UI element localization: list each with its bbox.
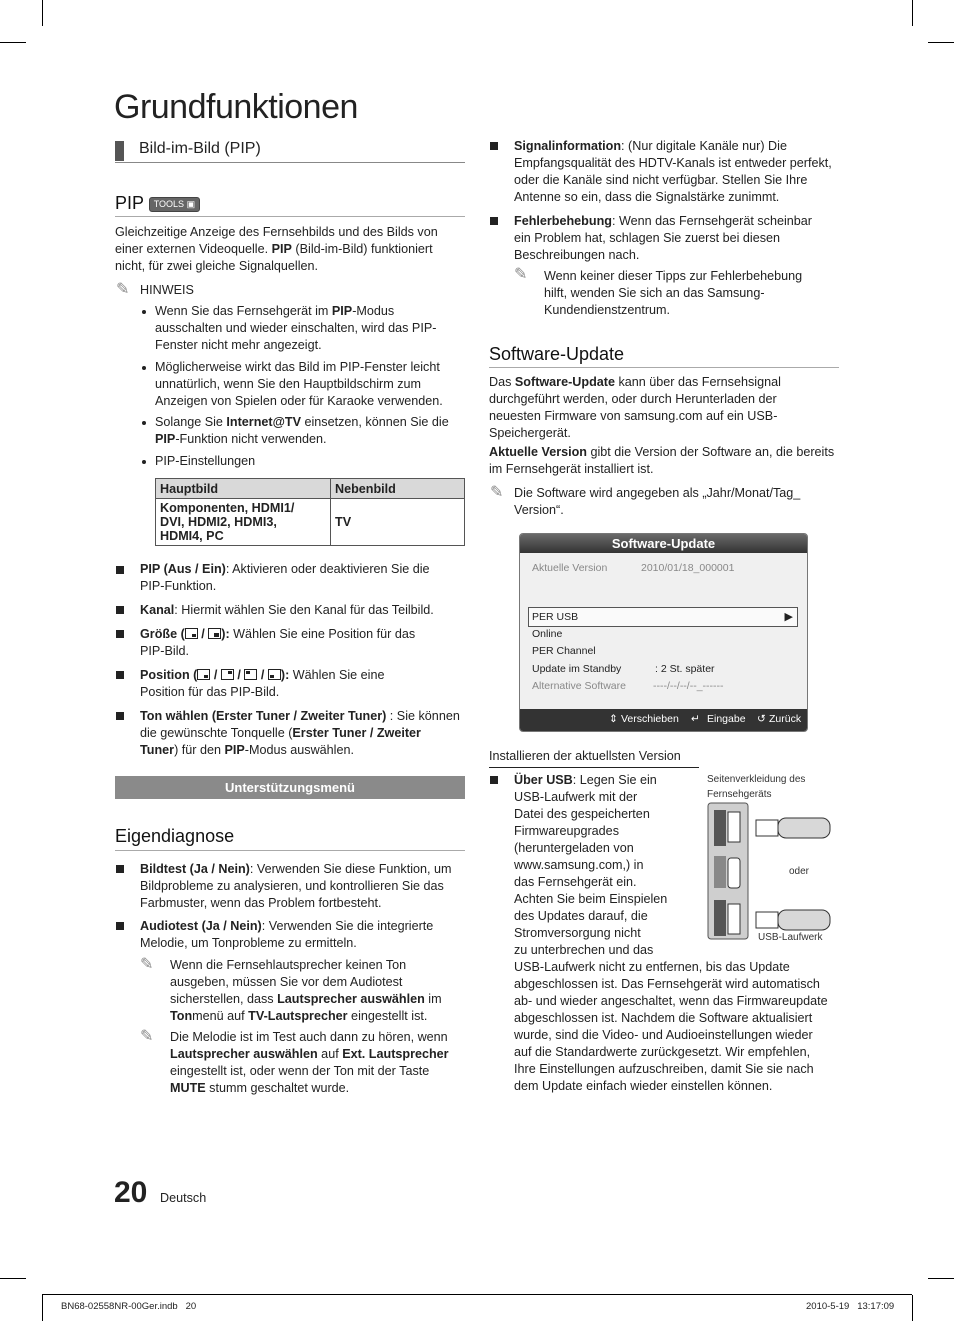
usb-port-label-icon	[714, 810, 726, 846]
enter-icon: ↵	[691, 713, 700, 725]
usb-port-label-icon	[714, 900, 726, 936]
page-number: 20	[114, 1176, 148, 1209]
note-bullet: Solange Sie Internet@TV einsetzen, können Sie die PIP-Funktion nicht verwenden.	[155, 415, 449, 446]
diagram-usb-label: USB-Laufwerk	[758, 932, 823, 943]
diagram-or-label: oder	[789, 866, 810, 877]
move-icon: ⇕	[609, 713, 618, 725]
bullet-icon	[142, 310, 146, 314]
usb-connector-2	[756, 912, 778, 928]
troubleshoot-item: Fehlerbehebung: Wenn das Fernsehgerät scheinbar ein Problem hat, schlagen Sie zuerst bei diesen Beschreibungen nach.	[514, 214, 812, 262]
note-pencil-icon: ✎	[514, 266, 528, 283]
menu-item-standby[interactable]: Update im Standby	[532, 663, 622, 675]
usb-stick-2	[778, 910, 830, 930]
current-version-value: 2010/01/18_000001	[641, 562, 735, 574]
enter-label: Eingabe	[707, 713, 746, 725]
menu-item-per-channel[interactable]: PER Channel	[532, 645, 596, 657]
square-bullet-icon	[116, 606, 124, 614]
menu-item-per-usb[interactable]	[528, 607, 798, 627]
table-header: Nebenbild	[331, 479, 465, 499]
pip-item: Kanal: Hiermit wählen Sie den Kanal für das Teilbild.	[140, 603, 434, 617]
square-bullet-icon	[116, 671, 124, 679]
screen-footer	[520, 709, 807, 731]
eigen-item: Audiotest (Ja / Nein): Verwenden Sie die integrierte Melodie, um Tonprobleme zu ermitteln.	[140, 919, 434, 950]
usb-port-1	[728, 812, 740, 842]
table-cell: TV	[331, 499, 465, 546]
divider	[115, 162, 465, 163]
move-label: Verschieben	[621, 713, 679, 725]
bullet-icon	[142, 366, 146, 370]
footer-language: Deutsch	[160, 1191, 207, 1205]
support-menu-bar: Unterstützungsmenü	[115, 776, 465, 799]
divider	[489, 367, 839, 368]
return-icon: ↺	[757, 713, 766, 725]
divider	[115, 850, 465, 851]
install-heading: Installieren der aktuellsten Version	[489, 749, 681, 763]
software-update-heading: Software-Update	[489, 344, 625, 364]
usb-diagram	[706, 802, 836, 944]
pip-intro: Gleichzeitige Anzeige des Fernsehbilds und des Bilds von einer externen Videoquelle. PIP (Bild-im-Bild) funktioniert nicht, für zwei gleiche Signalquellen.	[115, 225, 438, 273]
footer-rule	[42, 1294, 912, 1295]
pip-heading: PIP TOOLS ▣	[115, 193, 200, 214]
note-bullet: Möglicherweise wirkt das Bild im PIP-Fenster leicht unnatürlich, wenn Sie den Hauptbildschirm zum Anzeigen von Spielen oder für Karaoke verwenden.	[155, 360, 443, 408]
table-header: Hauptbild	[156, 479, 331, 499]
alternative-value: ----/--/--/--_------	[653, 680, 724, 692]
section-title: Bild-im-Bild (PIP)	[139, 140, 261, 157]
eigen-note: Die Melodie ist im Test auch dann zu hören, wenn Lautsprecher auswählen auf Ext. Lautsprecher eingestellt ist, oder wenn der Ton mit der Taste MUTE stumm geschaltet wurde.	[170, 1030, 449, 1095]
menu-item-label: PER USB	[532, 611, 579, 623]
position-top-left-icon	[244, 669, 257, 680]
square-bullet-icon	[116, 922, 124, 930]
diagram-label: Seitenverkleidung des Fernsehgeräts	[707, 774, 806, 800]
square-bullet-icon	[116, 566, 124, 574]
pip-item: Position ( / / / ): Wählen Sie eine Position für das PIP-Bild.	[140, 668, 385, 699]
note-label: HINWEIS	[140, 283, 194, 297]
usb-install-item: Über USB: Legen Sie ein USB-Laufwerk mit der Datei des gespeicherten Firmwareupgrades (heruntergeladen von www.samsung.com,) in das Fernsehgerät ein. Achten Sie beim Einspielen des Updates darauf, die Stromversorgung nicht zu unterbrechen und das USB-Laufwerk nicht zu entfernen, bis das Update abgeschlossen ist. Das Fernsehgerät wird automatisch ab- und wieder angeschaltet, wenn das Firmwareupdate abgeschlossen ist. Nachdem die Software aktualisiert wurde, sind die Video- und Audioeinstellungen wieder auf die Standardwerte zurückgesetzt. Wir empfehlen, Ihre Einstellungen aufzuschreiben, damit Sie sie nach dem Update einfach wieder einstellen können.	[514, 773, 828, 1093]
position-bottom-right-icon	[197, 669, 210, 680]
usb-connector-1	[756, 820, 778, 836]
usb-stick-1	[778, 818, 830, 838]
signal-info-item: Signalinformation: (Nur digitale Kanäle nur) Die Empfangsqualität des HDTV-Kanals ist entweder perfekt, oder die Kanäle sind nicht verfügbar. Stellen Sie Ihre Antenne so ein, dass die Signalstärke zunimmt.	[514, 139, 832, 204]
menu-item-alternative: Alternative Software	[532, 680, 626, 692]
crop-mark	[912, 0, 913, 26]
position-top-right-icon	[221, 669, 234, 680]
software-update-text: Das Software-Update kann über das Fernsehsignal durchgeführt werden, oder durch Herunterladen der neuesten Firmware von samsung.com auf ein USB- Speichergerät. Aktuelle Version gibt die Version der Software an, die bereits im Fernsehgerät installiert ist.	[489, 375, 835, 476]
divider	[115, 216, 465, 217]
troubleshoot-note: Wenn keiner dieser Tipps zur Fehlerbehebung hilft, wenden Sie sich an das Samsung- Kundendienstzentrum.	[544, 269, 803, 317]
usb-port-2	[728, 904, 740, 934]
note-pencil-icon: ✎	[140, 956, 154, 973]
pip-settings-table	[155, 478, 465, 546]
pip-item: Größe ( / ): Wählen Sie eine Position für das PIP-Bild.	[140, 627, 416, 658]
note-bullet: PIP-Einstellungen	[155, 454, 256, 468]
note-pencil-icon: ✎	[490, 484, 504, 501]
crop-mark	[0, 1278, 26, 1279]
crop-mark	[42, 1295, 43, 1321]
standby-value: : 2 St. später	[655, 663, 715, 675]
square-bullet-icon	[116, 712, 124, 720]
square-bullet-icon	[490, 776, 498, 784]
bullet-icon	[142, 460, 146, 464]
crop-mark	[42, 0, 43, 26]
footer-file: BN68-02558NR-00Ger.indb 20	[61, 1301, 197, 1312]
version-note: Die Software wird angegeben als „Jahr/Monat/Tag_ Version“.	[514, 486, 801, 517]
current-version-label: Aktuelle Version	[532, 562, 608, 574]
pip-item: Ton wählen (Erster Tuner / Zweiter Tuner) : Sie können die gewünschte Tonquelle (Erster Tuner / Zweiter Tuner) für den PIP-Modus auswählen.	[140, 709, 460, 757]
square-bullet-icon	[116, 630, 124, 638]
hdmi-label-icon	[714, 856, 726, 888]
eigen-note: Wenn die Fernsehlautsprecher keinen Ton ausgeben, müssen Sie vor dem Audiotest sicherstellen, dass Lautsprecher auswählen im Tonmenü auf TV-Lautsprecher eingestellt ist.	[170, 958, 442, 1023]
eigen-item: Bildtest (Ja / Nein): Verwenden Sie diese Funktion, um Bildprobleme zu analysieren, und kontrollieren Sie das Farbmuster, wenn das Problem fortbesteht.	[140, 862, 452, 910]
tools-badge: TOOLS ▣	[149, 197, 200, 212]
software-update-screen	[519, 533, 808, 732]
arrow-right-icon: ▶	[784, 611, 793, 623]
page-title: Grundfunktionen	[114, 88, 358, 126]
crop-mark	[928, 1278, 954, 1279]
note-bullet: Wenn Sie das Fernsehgerät im PIP-Modus ausschalten und wieder einschalten, wird das PIP- Fenster nicht mehr angezeigt.	[155, 304, 437, 352]
section-marker	[115, 141, 124, 161]
crop-mark	[928, 42, 954, 43]
crop-mark	[0, 42, 26, 43]
eigendiagnose-heading: Eigendiagnose	[115, 826, 235, 846]
screen-title: Software-Update	[520, 534, 807, 553]
note-pencil-icon: ✎	[116, 281, 130, 298]
square-bullet-icon	[490, 217, 498, 225]
note-pencil-icon: ✎	[140, 1028, 154, 1045]
return-label: Zurück	[769, 713, 802, 725]
divider	[489, 767, 699, 768]
footer-date: 2010-5-19 13:17:09	[806, 1301, 895, 1312]
bullet-icon	[142, 421, 146, 425]
size-small-icon	[185, 628, 198, 639]
menu-item-online[interactable]: Online	[532, 628, 563, 640]
crop-mark	[912, 1295, 913, 1321]
table-cell: Komponenten, HDMI1/ DVI, HDMI2, HDMI3, HDMI4, PC	[156, 499, 331, 546]
hdmi-port	[728, 858, 740, 888]
position-bottom-left-icon	[268, 669, 281, 680]
size-large-icon	[208, 628, 221, 639]
square-bullet-icon	[490, 142, 498, 150]
square-bullet-icon	[116, 865, 124, 873]
pip-item: PIP (Aus / Ein): Aktivieren oder deaktivieren Sie die PIP-Funktion.	[140, 562, 430, 593]
